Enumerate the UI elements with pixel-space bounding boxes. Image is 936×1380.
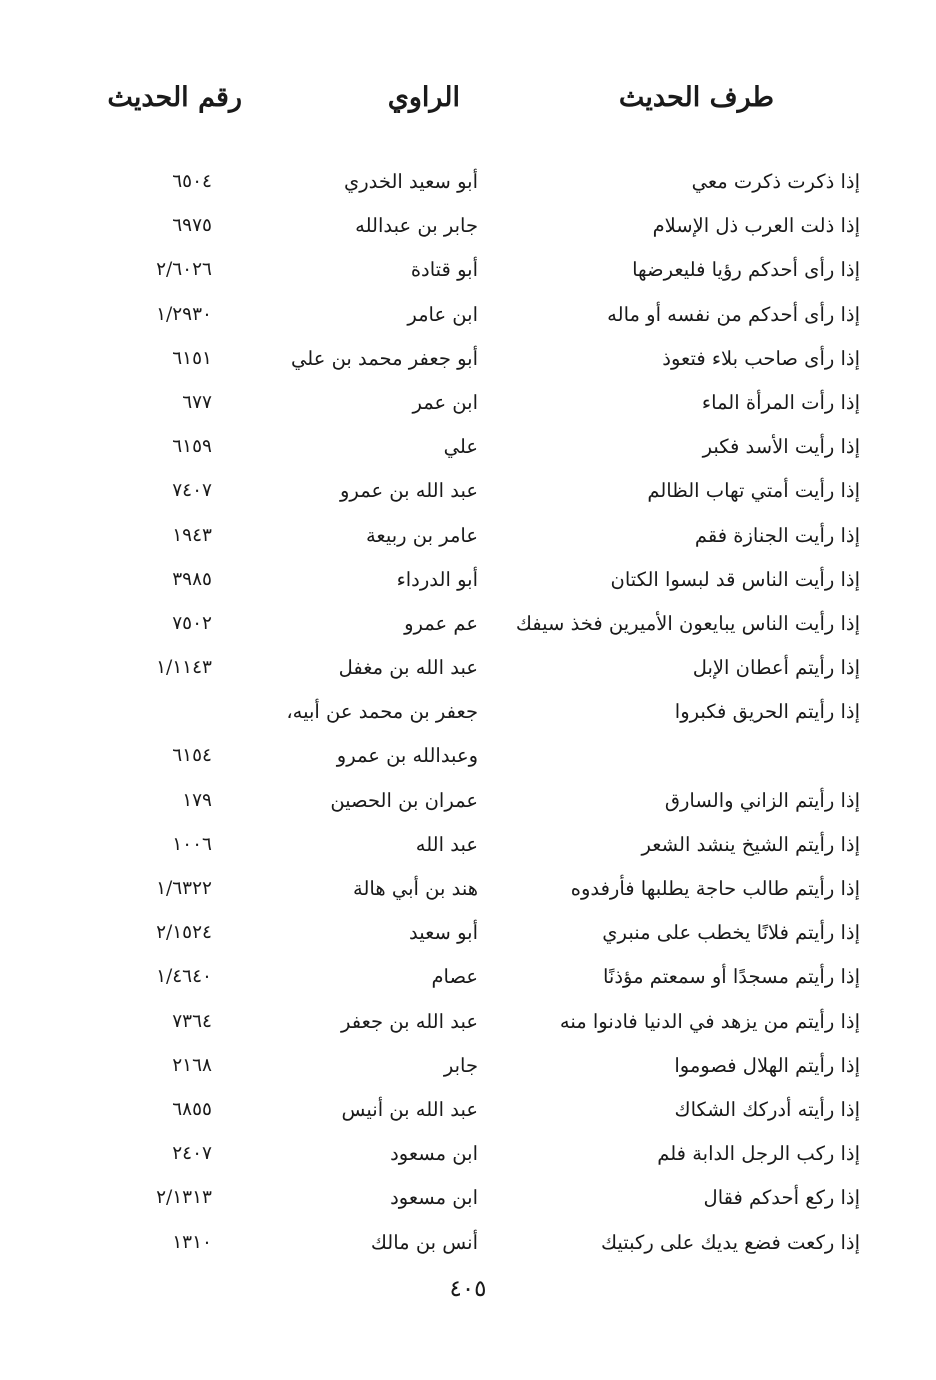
- table-row: [0, 690, 936, 734]
- hadith-text: إذا رأيتم فلانًا يخطب على منبري: [602, 921, 860, 945]
- hadith-text: إذا رأيتم الحريق فكبروا: [674, 700, 860, 724]
- table-row: [0, 1221, 936, 1265]
- table-row: [0, 293, 936, 337]
- narrator-name: أبو سعيد الخدري: [343, 170, 478, 193]
- narrator-name: عبد الله بن جعفر: [341, 1009, 478, 1033]
- table-row: [0, 425, 936, 469]
- hadith-text: إذا ركعت فضع يديك على ركبتيك: [600, 1230, 860, 1254]
- hadith-text: إذا رأيت أمتي تهاب الظالم: [647, 479, 860, 503]
- hadith-index-table: [0, 160, 936, 1265]
- header-narrator: الراوي: [387, 82, 460, 113]
- table-row: [0, 1000, 936, 1044]
- narrator-name: عبد الله بن أنيس: [341, 1097, 478, 1121]
- hadith-text: إذا رأيتم من يزهد في الدنيا فادنوا منه: [559, 1009, 860, 1033]
- hadith-number: ٧٤٠٧: [172, 480, 212, 502]
- table-row: [0, 514, 936, 558]
- narrator-name: جابر: [443, 1053, 478, 1077]
- hadith-text: إذا ركب الرجل الدابة فلم: [657, 1142, 860, 1166]
- narrator-name: عبد الله: [415, 832, 478, 856]
- narrator-name: هند بن أبي هالة: [353, 877, 478, 900]
- hadith-number: ١٩٤٣: [172, 524, 212, 546]
- narrator-name: أبو جعفر محمد بن علي: [291, 346, 478, 370]
- narrator-name: علي: [443, 435, 478, 459]
- narrator-name: ابن عمر: [412, 390, 478, 414]
- narrator-name: ابن مسعود: [390, 1186, 478, 1210]
- table-row: [0, 337, 936, 381]
- hadith-text: إذا رأى صاحب بلاء فتعوذ: [662, 346, 860, 370]
- hadith-number: ١/٦٣٢٢: [156, 878, 212, 899]
- narrator-name: عبد الله بن عمرو: [340, 479, 478, 503]
- hadith-number: ٢١٦٨: [172, 1054, 212, 1076]
- hadith-number: ١/٤٦٤٠: [156, 966, 212, 988]
- hadith-number: ٢/١٣١٣: [156, 1187, 212, 1209]
- narrator-name: أبو سعيد: [409, 921, 478, 945]
- hadith-number: ٦٧٧: [182, 391, 212, 413]
- hadith-text: إذا رأيت الناس يبايعون الأميرين فخذ سيفك: [515, 611, 860, 635]
- hadith-number: ٢/١٥٢٤: [156, 922, 212, 944]
- table-row: [0, 911, 936, 955]
- table-row: [0, 1132, 936, 1176]
- table-row: [0, 1044, 936, 1088]
- hadith-text: إذا رأيتم طالب حاجة يطلبها فأرفدوه: [570, 877, 860, 900]
- table-row: [0, 602, 936, 646]
- table-header: [0, 82, 936, 126]
- table-row: [0, 469, 936, 513]
- hadith-number: ٧٣٦٤: [172, 1010, 212, 1032]
- table-row: [0, 1088, 936, 1132]
- hadith-number: ٦٨٥٥: [172, 1098, 212, 1120]
- hadith-number: ١٠٠٦: [172, 833, 212, 855]
- hadith-number: ٦٥٠٤: [172, 171, 212, 192]
- header-hadith-number: رقم الحديث: [107, 82, 242, 113]
- narrator-name: ابن مسعود: [390, 1142, 478, 1166]
- table-row: [0, 779, 936, 823]
- hadith-text: إذا رأى أحدكم رؤيا فليعرضها: [632, 258, 860, 282]
- hadith-number: ٢/٦٠٢٦: [156, 259, 212, 281]
- hadith-number: ٦١٥٩: [172, 436, 212, 458]
- table-row: [0, 867, 936, 911]
- narrator-name: جابر بن عبدالله: [355, 214, 478, 238]
- hadith-text: إذا رأيتم مسجدًا أو سمعتم مؤذنًا: [602, 965, 860, 989]
- table-row: [0, 381, 936, 425]
- table-row: [0, 160, 936, 204]
- header-hadith: طرف الحديث: [618, 82, 774, 113]
- hadith-text: إذا ذكرت ذكرت معي: [691, 170, 860, 193]
- table-row: [0, 823, 936, 867]
- hadith-text: إذا رأيت الأسد فكبر: [702, 435, 860, 459]
- table-row: [0, 204, 936, 248]
- hadith-number: ١٣١٠: [172, 1231, 212, 1253]
- hadith-number: ١/١١٤٣: [156, 657, 212, 679]
- hadith-text: إذا ذلت العرب ذل الإسلام: [652, 214, 860, 238]
- narrator-name: أنس بن مالك: [370, 1230, 478, 1254]
- narrator-name: وعبدالله بن عمرو: [336, 744, 478, 768]
- narrator-name: عم عمرو: [404, 611, 478, 635]
- hadith-text: إذا رأيته أدركك الشكاك: [674, 1097, 860, 1121]
- hadith-number: ٦١٥٤: [172, 745, 212, 767]
- hadith-text: إذا رأيتم أعطان الإبل: [692, 656, 860, 680]
- table-row: [0, 248, 936, 292]
- hadith-text: إذا رأيت الناس قد لبسوا الكتان: [610, 567, 860, 591]
- narrator-name: ابن عامر: [407, 302, 478, 326]
- page-number: ٤٠٥: [449, 1276, 487, 1302]
- narrator-name: جعفر بن محمد عن أبيه،: [286, 700, 478, 724]
- narrator-name: عامر بن ربيعة: [365, 523, 478, 547]
- hadith-number: ٦٩٧٥: [172, 215, 212, 237]
- narrator-name: أبو قتادة: [410, 258, 478, 282]
- table-row: [0, 734, 936, 778]
- hadith-text: إذا رأيت الجنازة فقم: [694, 523, 860, 547]
- table-row: [0, 1176, 936, 1220]
- narrator-name: أبو الدرداء: [396, 567, 478, 591]
- hadith-text: إذا ركع أحدكم فقال: [703, 1186, 860, 1210]
- hadith-text: إذا رأى أحدكم من نفسه أو ماله: [607, 302, 860, 326]
- hadith-number: ٦١٥١: [172, 347, 212, 369]
- narrator-name: عمران بن الحصين: [330, 788, 478, 812]
- hadith-text: إذا رأيتم الهلال فصوموا: [674, 1053, 860, 1077]
- hadith-text: إذا رأيتم الشيخ ينشد الشعر: [641, 832, 860, 856]
- hadith-text: إذا رأيتم الزاني والسارق: [664, 788, 860, 812]
- table-row: [0, 558, 936, 602]
- narrator-name: عصام: [431, 965, 478, 989]
- hadith-number: ٧٥٠٢: [172, 612, 212, 634]
- hadith-number: ١/٢٩٣٠: [156, 303, 212, 325]
- table-row: [0, 955, 936, 999]
- hadith-number: ٣٩٨٥: [172, 568, 212, 590]
- table-row: [0, 646, 936, 690]
- narrator-name: عبد الله بن مغفل: [338, 656, 478, 680]
- hadith-number: ٢٤٠٧: [172, 1143, 212, 1165]
- hadith-text: إذا رأت المرأة الماء: [701, 390, 860, 414]
- hadith-number: ١٧٩: [182, 789, 212, 811]
